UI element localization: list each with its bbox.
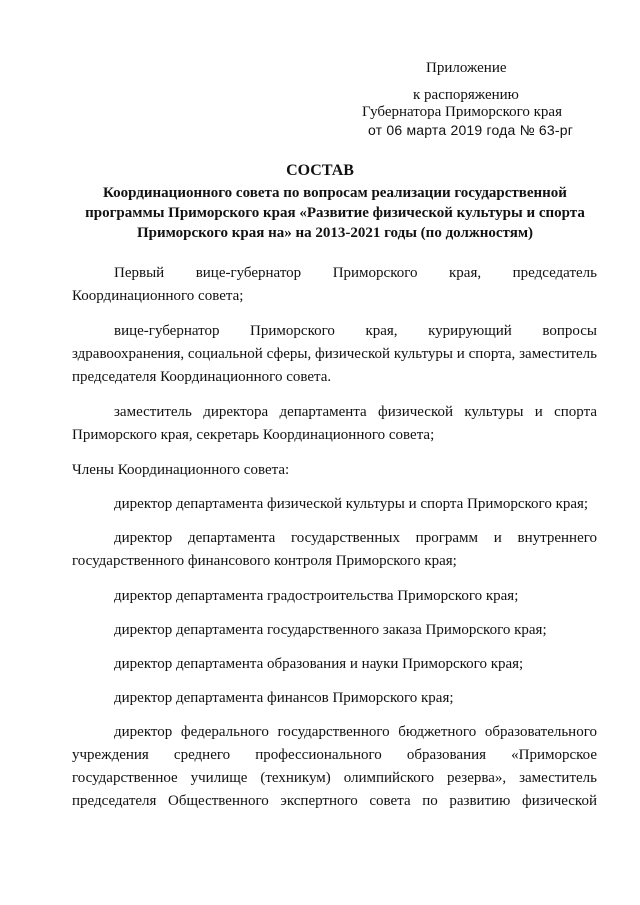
list-item: директор федерального государственного бюджетного образовательного учреждения среднего профессионального образования «Приморское государственное училище (техникум) олимпийского резерва», заместитель председателя Общественного экспертного совета по развитию физической	[72, 724, 597, 809]
list-item: директор департамента образования и науки Приморского края;	[114, 656, 524, 672]
appendix-authority: Губернатора Приморского края	[362, 104, 562, 120]
paragraph-chairman: Первый вице-губернатор Приморского края, председатель Координационного совета;	[72, 265, 597, 304]
list-item: директор департамента государственного заказа Приморского края;	[114, 622, 547, 638]
paragraph-deputy-chairman: вице-губернатор Приморского края, курирующий вопросы здравоохранения, социальной сферы, физической культуры и спорта, заместитель председателя Координационного совета.	[72, 323, 597, 385]
document-subtitle: Координационного совета по вопросам реализации государственной программы Приморского края «Развитие физической культуры и спорта Приморского края на» на 2013-2021 годы (по должностям)	[85, 185, 585, 241]
paragraph-secretary: заместитель директора департамента физической культуры и спорта Приморского края, секретарь Координационного совета;	[72, 404, 597, 443]
list-item: директор департамента финансов Приморского края;	[114, 690, 454, 706]
document-title: СОСТАВ	[286, 162, 354, 179]
appendix-order-ref: к распоряжению	[413, 87, 519, 103]
appendix-label: Приложение	[426, 60, 507, 76]
document-body	[72, 262, 597, 825]
list-item: директор департамента государственных программ и внутреннего государственного финансового контроля Приморского края;	[72, 530, 597, 569]
paragraph-members-heading: Члены Координационного совета:	[72, 462, 290, 478]
list-item: директор департамента градостроительства Приморского края;	[114, 588, 519, 604]
list-item: директор департамента физической культуры и спорта Приморского края;	[114, 496, 589, 512]
appendix-date-number: от 06 марта 2019 года № 63-рг	[368, 122, 574, 138]
